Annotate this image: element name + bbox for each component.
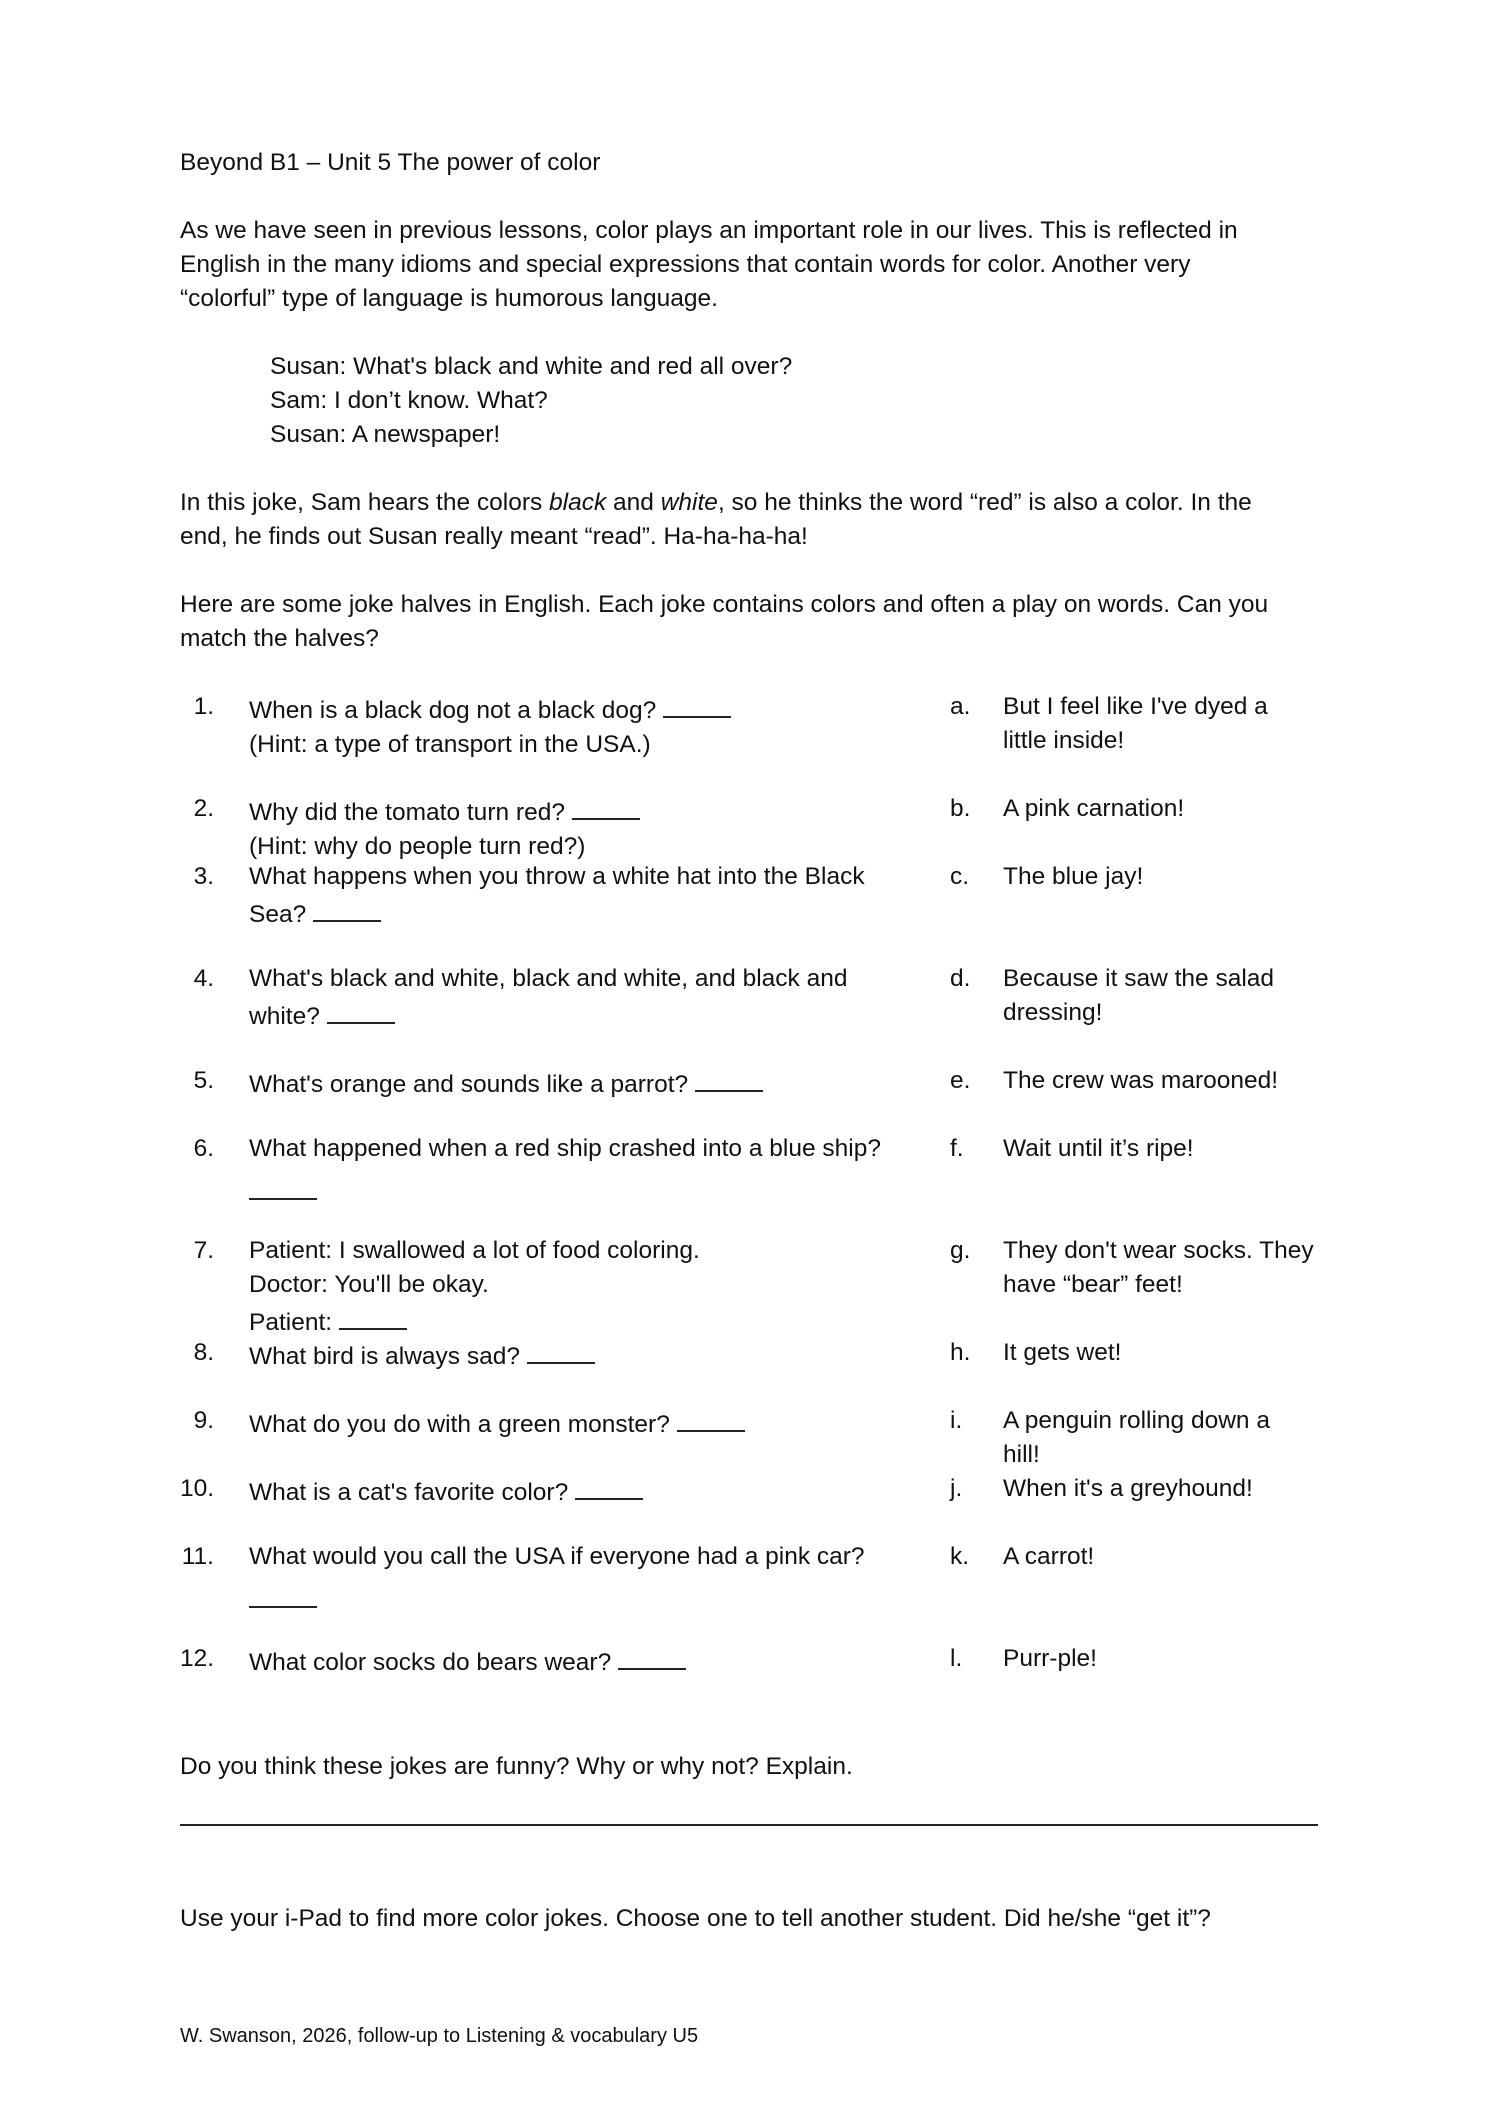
question-line xyxy=(249,792,929,830)
answer-text xyxy=(1003,1336,1333,1370)
answer-line-text: hill! xyxy=(1003,1441,1040,1468)
question-number: 1. xyxy=(193,693,214,720)
instructions-line-1: Here are some joke halves in English. Each joke contains colors and often a play on words. Can you xyxy=(180,591,1269,618)
question-number: 7. xyxy=(193,1237,214,1264)
question-line xyxy=(249,1472,929,1510)
question-text xyxy=(249,1642,929,1680)
answer-line-text: have “bear” feet! xyxy=(1003,1271,1183,1298)
answer-blank[interactable] xyxy=(527,1336,595,1364)
question-number: 3. xyxy=(193,863,214,890)
answer-text xyxy=(1003,860,1333,894)
explanation-line-2: end, he finds out Susan really meant “read”. Ha-ha-ha-ha! xyxy=(180,523,808,550)
question-text xyxy=(249,1336,929,1374)
italic-black: black xyxy=(549,489,607,516)
question-number: 9. xyxy=(193,1407,214,1434)
answer-line-text: But I feel like I've dyed a xyxy=(1003,693,1268,720)
example-dialog xyxy=(270,350,792,452)
answer-letter: e. xyxy=(950,1067,971,1094)
dialog-line-1: Susan: What's black and white and red all over? xyxy=(270,353,793,380)
question-number: 6. xyxy=(193,1135,214,1162)
answer-letter: k. xyxy=(950,1543,970,1570)
intro-paragraph xyxy=(180,214,1330,316)
answer-line-text: dressing! xyxy=(1003,999,1103,1026)
question-text xyxy=(249,1404,929,1442)
answer-letter: g. xyxy=(950,1237,971,1264)
question-line-text: What is a cat's favorite color? xyxy=(249,1479,569,1506)
question-line-text: What's black and white, black and white, and black and xyxy=(249,965,848,992)
answer-blank[interactable] xyxy=(339,1302,407,1330)
answer-text xyxy=(1003,1132,1333,1166)
question-line-text: (Hint: why do people turn red?) xyxy=(249,833,586,860)
answer-blank[interactable] xyxy=(663,690,731,718)
answer-letter: l. xyxy=(950,1645,963,1672)
question-number: 11. xyxy=(181,1543,214,1570)
task-text: Use your i-Pad to find more color jokes. Choose one to tell another student. Did he/she “get it”? xyxy=(180,1905,1211,1932)
answer-text xyxy=(1003,1540,1333,1574)
question-line-text: What happens when you throw a white hat into the Black xyxy=(249,863,865,890)
answer-line-text: Purr-ple! xyxy=(1003,1645,1097,1672)
question-line xyxy=(249,860,929,894)
answer-line-text: They don't wear socks. They xyxy=(1003,1237,1314,1264)
question-text xyxy=(249,1472,929,1510)
intro-line-1: As we have seen in previous lessons, color plays an important role in our lives. This is reflected in xyxy=(180,217,1238,244)
answer-letter: c. xyxy=(950,863,970,890)
answer-text xyxy=(1003,1472,1333,1506)
answer-letter: b. xyxy=(950,795,971,822)
discussion-question: Do you think these jokes are funny? Why or why not? Explain. xyxy=(180,1753,853,1780)
question-text xyxy=(249,690,929,762)
answer-blank[interactable] xyxy=(572,792,640,820)
answer-text xyxy=(1003,1404,1333,1472)
answer-blank[interactable] xyxy=(313,894,381,922)
answer-blank[interactable] xyxy=(249,1172,317,1200)
answer-letter: j. xyxy=(950,1475,963,1502)
question-text xyxy=(249,1064,929,1102)
answer-line-text: It gets wet! xyxy=(1003,1339,1122,1366)
dialog-line-3: Susan: A newspaper! xyxy=(270,421,501,448)
question-line-text: What bird is always sad? xyxy=(249,1343,520,1370)
answer-line-text: A penguin rolling down a xyxy=(1003,1407,1270,1434)
question-line xyxy=(249,1336,929,1374)
question-text xyxy=(249,1540,929,1608)
instructions-line-2: match the halves? xyxy=(180,625,379,652)
answer-line-text: Because it saw the salad xyxy=(1003,965,1275,992)
question-line xyxy=(249,1302,929,1340)
answer-line-text: A carrot! xyxy=(1003,1543,1095,1570)
answer-line-text: A pink carnation! xyxy=(1003,795,1185,822)
page-title: Beyond B1 – Unit 5 The power of color xyxy=(180,149,601,176)
question-line-text: Patient: I swallowed a lot of food coloring. xyxy=(249,1237,700,1264)
question-text xyxy=(249,962,929,1034)
question-text xyxy=(249,860,929,932)
question-text xyxy=(249,1132,929,1200)
question-line-text: Patient: xyxy=(249,1309,333,1336)
question-line-text: What happened when a red ship crashed into a blue ship? xyxy=(249,1135,881,1162)
question-line xyxy=(249,1132,929,1166)
explanation-text: In this joke, Sam hears the colors xyxy=(180,489,550,516)
question-line-text: (Hint: a type of transport in the USA.) xyxy=(249,731,651,758)
question-line xyxy=(249,1642,929,1680)
question-number: 12. xyxy=(180,1645,215,1672)
intro-line-2: English in the many idioms and special expressions that contain words for color. Another very xyxy=(180,251,1191,278)
answer-letter: f. xyxy=(950,1135,964,1162)
question-line xyxy=(249,1268,929,1302)
question-line-text: Doctor: You'll be okay. xyxy=(249,1271,489,1298)
answer-text xyxy=(1003,690,1333,758)
answer-text xyxy=(1003,1064,1333,1098)
question-line xyxy=(249,728,929,762)
question-line-text: What do you do with a green monster? xyxy=(249,1411,670,1438)
italic-white: white xyxy=(660,489,718,516)
question-number: 2. xyxy=(193,795,214,822)
question-line xyxy=(249,1234,929,1268)
answer-line-text: When it's a greyhound! xyxy=(1003,1475,1253,1502)
question-line xyxy=(249,830,929,864)
answer-text xyxy=(1003,1642,1333,1676)
question-text xyxy=(249,792,929,864)
answer-letter: a. xyxy=(950,693,971,720)
question-line-text: What color socks do bears wear? xyxy=(249,1649,612,1676)
question-line xyxy=(249,962,929,996)
answer-text xyxy=(1003,792,1333,826)
question-line xyxy=(249,996,929,1034)
question-number: 5. xyxy=(193,1067,214,1094)
answer-line-text: The blue jay! xyxy=(1003,863,1144,890)
question-number: 10. xyxy=(180,1475,215,1502)
answer-blank[interactable] xyxy=(327,996,395,1024)
answer-blank[interactable] xyxy=(695,1064,763,1092)
question-line-text: Why did the tomato turn red? xyxy=(249,799,565,826)
question-number: 8. xyxy=(193,1339,214,1366)
answer-text xyxy=(1003,962,1333,1030)
instructions-paragraph xyxy=(180,588,1330,656)
answer-line-text: The crew was marooned! xyxy=(1003,1067,1279,1094)
intro-line-3: “colorful” type of language is humorous language. xyxy=(180,285,718,312)
question-line xyxy=(249,1064,929,1102)
explanation-line-1 xyxy=(180,486,1330,520)
question-line-text: Sea? xyxy=(249,901,307,928)
explanation-text: , so he thinks the word “red” is also a color. In the xyxy=(717,489,1252,516)
answer-letter: h. xyxy=(950,1339,971,1366)
question-line-text: When is a black dog not a black dog? xyxy=(249,697,657,724)
question-line-text: white? xyxy=(249,1003,320,1030)
question-text xyxy=(249,1234,929,1340)
question-number: 4. xyxy=(193,965,214,992)
answer-line[interactable] xyxy=(180,1824,1318,1826)
answer-blank[interactable] xyxy=(677,1404,745,1432)
explanation-text: and xyxy=(606,489,661,516)
answer-text xyxy=(1003,1234,1333,1302)
question-line xyxy=(249,690,929,728)
answer-letter: i. xyxy=(950,1407,963,1434)
answer-letter: d. xyxy=(950,965,971,992)
question-line xyxy=(249,1540,929,1574)
footer-credit: W. Swanson, 2026, follow-up to Listening & vocabulary U5 xyxy=(180,2025,699,2047)
question-line xyxy=(249,1404,929,1442)
answer-line-text: Wait until it’s ripe! xyxy=(1003,1135,1194,1162)
explanation-paragraph xyxy=(180,486,1330,554)
question-line-text: What would you call the USA if everyone had a pink car? xyxy=(249,1543,865,1570)
answer-blank[interactable] xyxy=(249,1580,317,1608)
question-line xyxy=(249,894,929,932)
question-line-text: What's orange and sounds like a parrot? xyxy=(249,1071,689,1098)
answer-blank[interactable] xyxy=(575,1472,643,1500)
dialog-line-2: Sam: I don’t know. What? xyxy=(270,387,548,414)
answer-blank[interactable] xyxy=(618,1642,686,1670)
answer-line-text: little inside! xyxy=(1003,727,1125,754)
